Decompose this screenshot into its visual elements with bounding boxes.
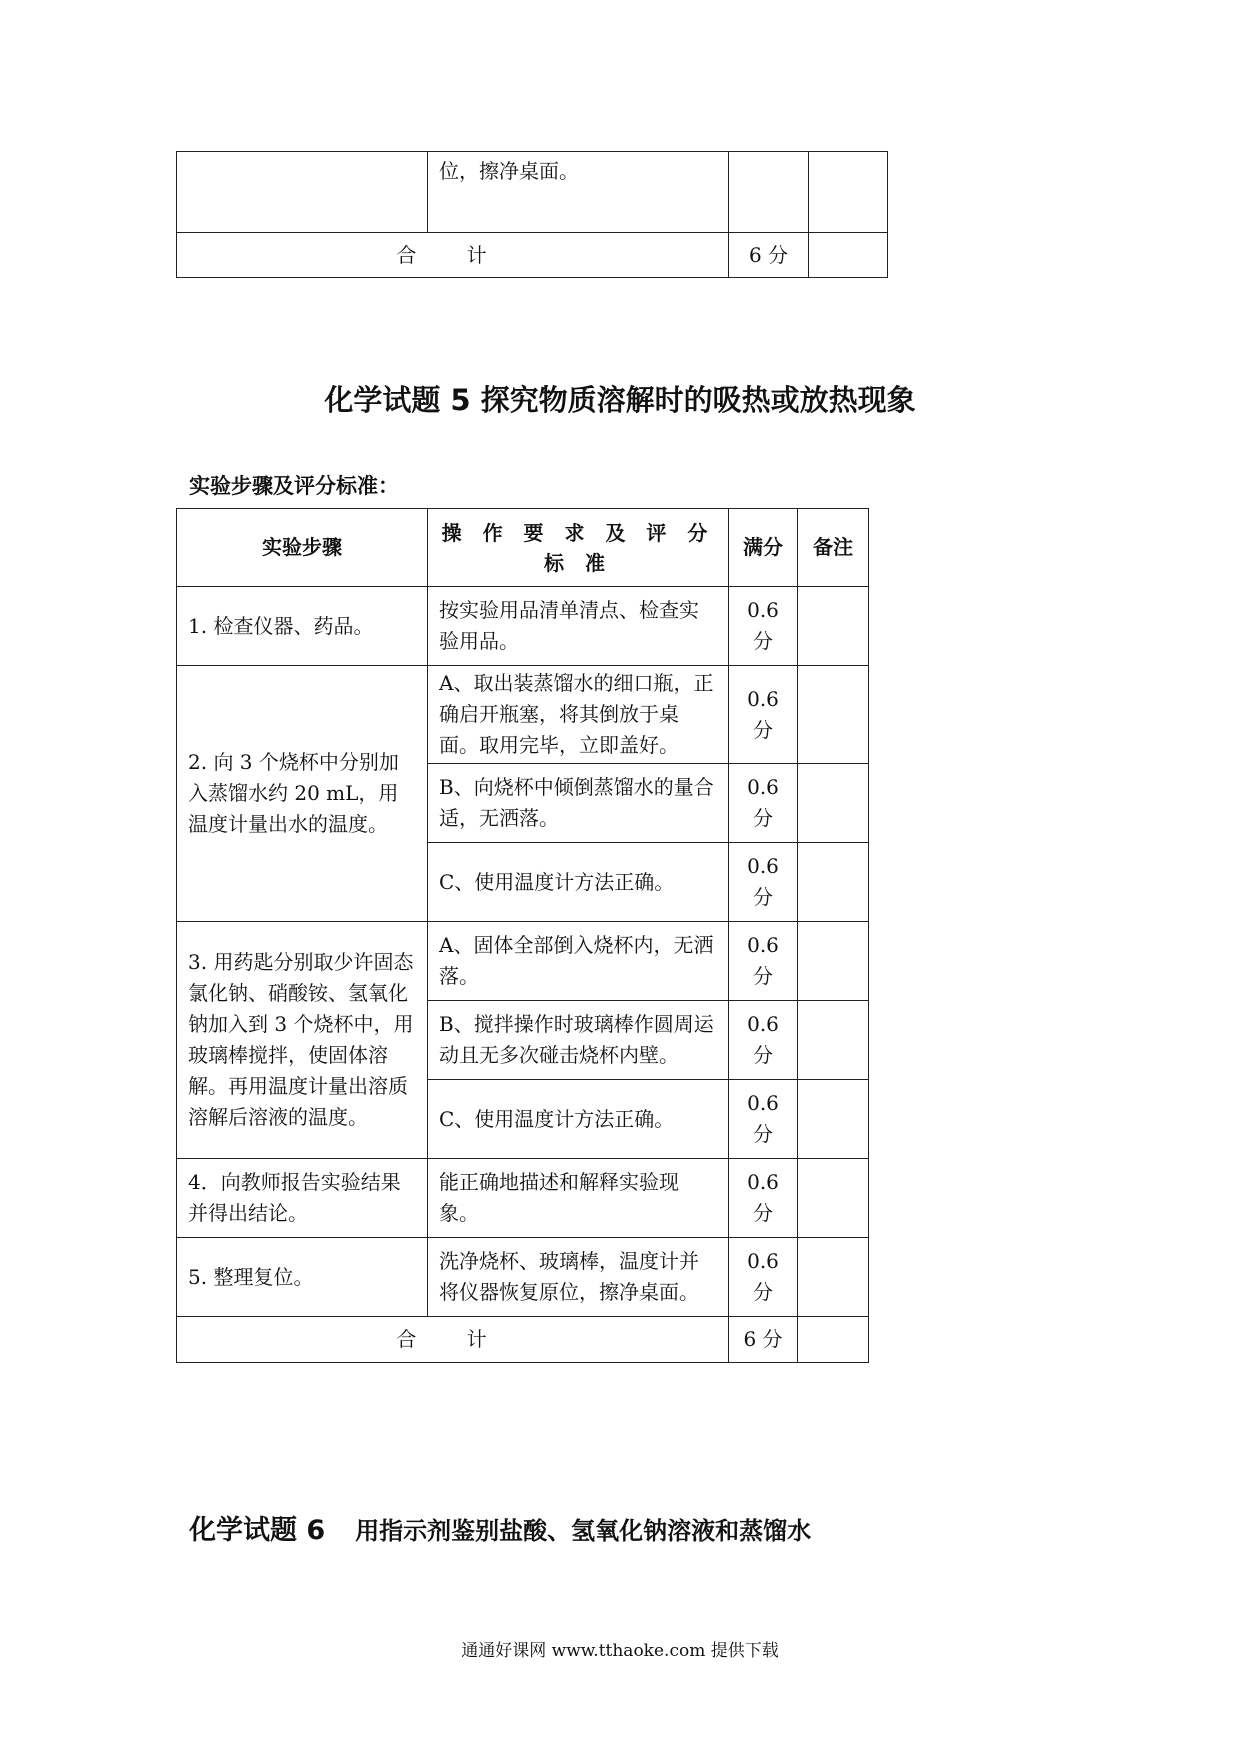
criteria-cell: A、取出装蒸馏水的细口瓶，正确启开瓶塞，将其倒放于桌面。取用完毕，立即盖好。 bbox=[428, 666, 729, 764]
note-cell bbox=[798, 764, 869, 843]
total-score: 6 分 bbox=[729, 233, 809, 278]
score-cell: 0.6 分 bbox=[729, 1080, 798, 1159]
note-cell bbox=[798, 922, 869, 1001]
page-footer: 通通好课网 www.tthaoke.com 提供下载 bbox=[461, 1641, 779, 1661]
criteria-cell: B、向烧杯中倾倒蒸馏水的量合适，无洒落。 bbox=[428, 764, 729, 843]
table-row bbox=[177, 1238, 869, 1317]
note-cell bbox=[798, 1238, 869, 1317]
table-row bbox=[177, 922, 869, 1001]
header-step: 实验步骤 bbox=[177, 509, 428, 587]
criteria-cell: 位，擦净桌面。 bbox=[428, 152, 729, 233]
criteria-cell: B、搅拌操作时玻璃棒作圆周运动且无多次碰击烧杯内壁。 bbox=[428, 1001, 729, 1080]
section5-score-table bbox=[176, 508, 869, 1363]
section6-title-number: 化学试题 6 bbox=[189, 1515, 326, 1546]
table-row bbox=[177, 587, 869, 666]
note-cell bbox=[809, 233, 888, 278]
note-cell bbox=[798, 1001, 869, 1080]
note-cell bbox=[798, 1080, 869, 1159]
step-cell: 4．向教师报告实验结果并得出结论。 bbox=[177, 1159, 428, 1238]
note-cell bbox=[809, 152, 888, 233]
total-row bbox=[177, 1317, 869, 1363]
score-cell: 0.6 分 bbox=[729, 666, 798, 764]
header-score: 满分 bbox=[729, 509, 798, 587]
score-cell: 0.6 分 bbox=[729, 922, 798, 1001]
empty-step-cell bbox=[177, 152, 428, 233]
step-cell: 5. 整理复位。 bbox=[177, 1238, 428, 1317]
score-cell: 0.6 分 bbox=[729, 843, 798, 922]
previous-score-table bbox=[176, 151, 888, 278]
step-cell: 1. 检查仪器、药品。 bbox=[177, 587, 428, 666]
score-cell: 0.6 分 bbox=[729, 1238, 798, 1317]
criteria-cell: C、使用温度计方法正确。 bbox=[428, 1080, 729, 1159]
note-cell bbox=[798, 587, 869, 666]
table-row bbox=[177, 666, 869, 764]
total-label: 合 计 bbox=[177, 233, 729, 278]
note-cell bbox=[798, 666, 869, 764]
note-cell bbox=[798, 843, 869, 922]
criteria-cell: A、固体全部倒入烧杯内，无洒落。 bbox=[428, 922, 729, 1001]
criteria-cell: 能正确地描述和解释实验现象。 bbox=[428, 1159, 729, 1238]
note-cell bbox=[798, 1317, 869, 1363]
table-row bbox=[177, 1159, 869, 1238]
section6-title-text: 用指示剂鉴别盐酸、氢氧化钠溶液和蒸馏水 bbox=[355, 1517, 812, 1545]
criteria-cell: 洗净烧杯、玻璃棒，温度计并将仪器恢复原位，擦净桌面。 bbox=[428, 1238, 729, 1317]
score-cell: 0.6 分 bbox=[729, 764, 798, 843]
score-cell: 0.6 分 bbox=[729, 1159, 798, 1238]
section5-title: 化学试题 5 探究物质溶解时的吸热或放热现象 bbox=[324, 383, 916, 417]
section6-title bbox=[189, 1508, 811, 1547]
criteria-cell: C、使用温度计方法正确。 bbox=[428, 843, 729, 922]
note-cell bbox=[798, 1159, 869, 1238]
total-score: 6 分 bbox=[729, 1317, 798, 1363]
header-note: 备注 bbox=[798, 509, 869, 587]
step-cell: 3. 用药匙分别取少许固态氯化钠、硝酸铵、氢氧化钠加入到 3 个烧杯中，用玻璃棒搅拌，使固体溶解。再用温度计量出溶质溶解后溶液的温度。 bbox=[177, 922, 428, 1159]
score-cell bbox=[729, 152, 809, 233]
section5-subtitle: 实验步骤及评分标准： bbox=[189, 474, 399, 498]
total-label: 合 计 bbox=[177, 1317, 729, 1363]
step-cell: 2. 向 3 个烧杯中分别加入蒸馏水约 20 mL，用温度计量出水的温度。 bbox=[177, 666, 428, 922]
score-cell: 0.6 分 bbox=[729, 1001, 798, 1080]
header-criteria: 操 作 要 求 及 评 分 标 准 bbox=[428, 509, 729, 587]
score-cell: 0.6 分 bbox=[729, 587, 798, 666]
criteria-cell: 按实验用品清单清点、检查实验用品。 bbox=[428, 587, 729, 666]
